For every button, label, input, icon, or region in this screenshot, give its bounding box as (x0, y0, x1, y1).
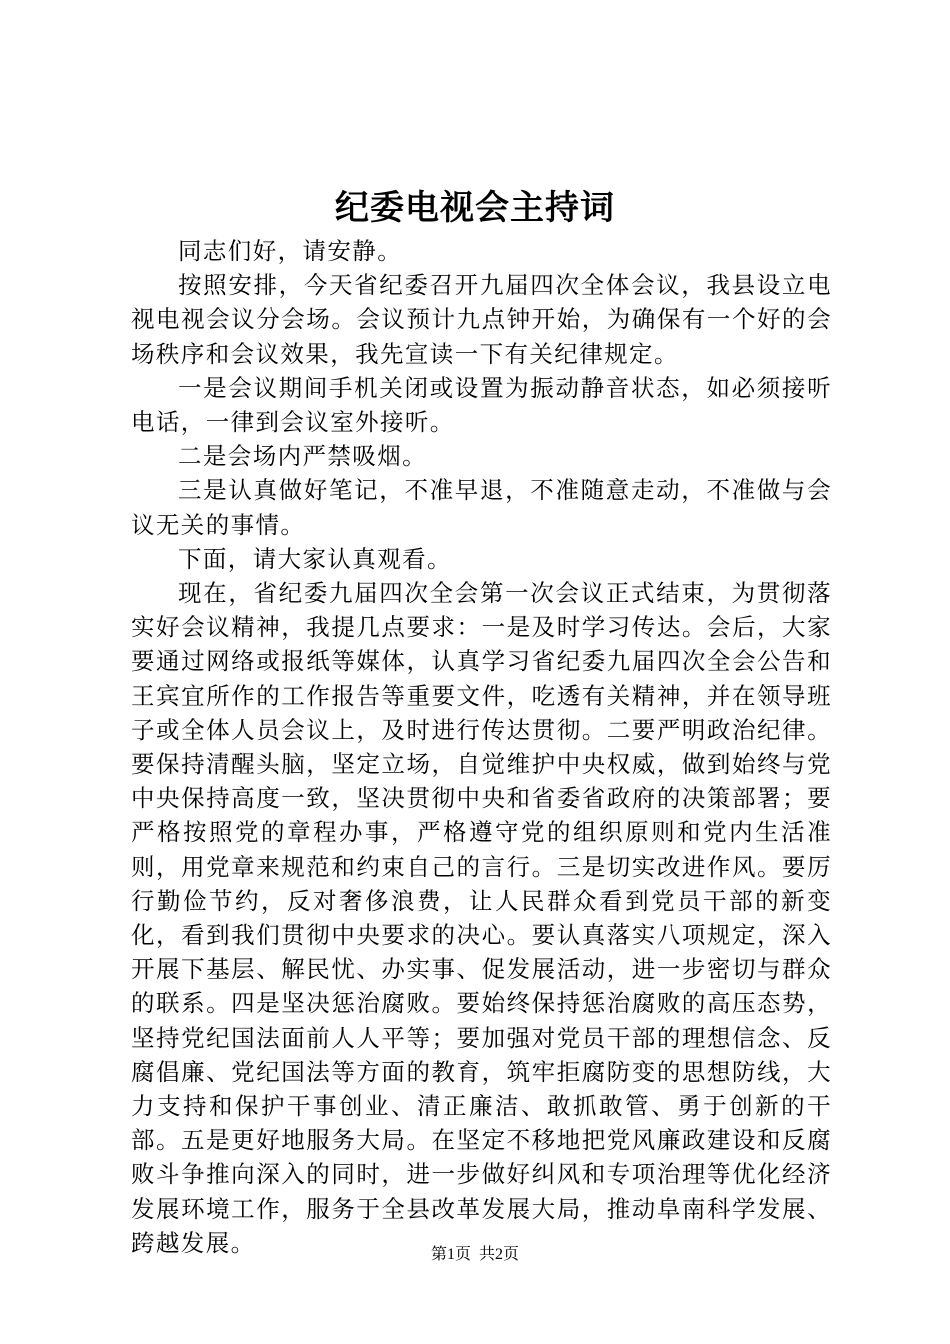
paragraph-watch: 下面，请大家认真观看。 (178, 544, 452, 573)
paragraph-greeting: 同志们好，请安静。 (178, 237, 403, 265)
document-title: 纪委电视会主持词 (335, 188, 615, 228)
paragraph-rule-one: 一是会议期间手机关闭或设置为振动静音状态，如必须接听电话，一律到会议室外接听。 (131, 373, 832, 437)
paragraph-rule-three: 三是认真做好笔记，不准早退，不准随意走动，不准做与会议无关的事情。 (131, 476, 832, 539)
page-footer (0, 1245, 950, 1265)
document-body (131, 234, 832, 1260)
page-total: 共2页 (479, 1246, 520, 1263)
page-number: 第1页 (430, 1246, 471, 1263)
paragraph-arrangement: 按照安排，今天省纪委召开九届四次全体会议，我县设立电视电视会议分会场。会议预计九点钟开始，为确保有一个好的会场秩序和会议效果，我先宣读一下有关纪律规定。 (131, 271, 832, 368)
paragraph-requirements: 现在，省纪委九届四次全会第一次会议正式结束，为贯彻落实好会议精神，我提几点要求：一是及时学习传达。会后，大家要通过网络或报纸等媒体，认真学习省纪委九届四次全会公告和王宾宜所作的工作报告等重要文件，吃透有关精神，并在领导班子或全体人员会议上，及时进行传达贯彻。二要严明政治纪律。要保持清醒头脑，坚定立场，自觉维护中央权威，做到始终与党中央保持高度一致，坚决贯彻中央和省委省政府的决策部署；要严格按照党的章程办事，严格遵守党的组织原则和党内生活准则，用党章来规范和约束自己的言行。三是切实改进作风。要厉行勤俭节约，反对奢侈浪费，让人民群众看到党员干部的新变化，看到我们贯彻中央要求的决心。要认真落实八项规定，深入开展下基层、解民忧、办实事、促发展活动，进一步密切与群众的联系。四是坚决惩治腐败。要始终保持惩治腐败的高压态势，坚持党纪国法面前人人平等；要加强对党员干部的理想信念、反腐倡廉、党纪国法等方面的教育，筑牢拒腐防变的思想防线，大力支持和保护干事创业、清正廉洁、敢抓敢管、勇于创新的干部。五是更好地服务大局。在坚定不移地把党风廉政建设和反腐败斗争推向深入的同时，进一步做好纠风和专项治理等优化经济发展环境工作，服务于全县改革发展大局，推动阜南科学发展、跨越发展。 (131, 579, 832, 1257)
paragraph-rule-two: 二是会场内严禁吸烟。 (178, 442, 427, 471)
